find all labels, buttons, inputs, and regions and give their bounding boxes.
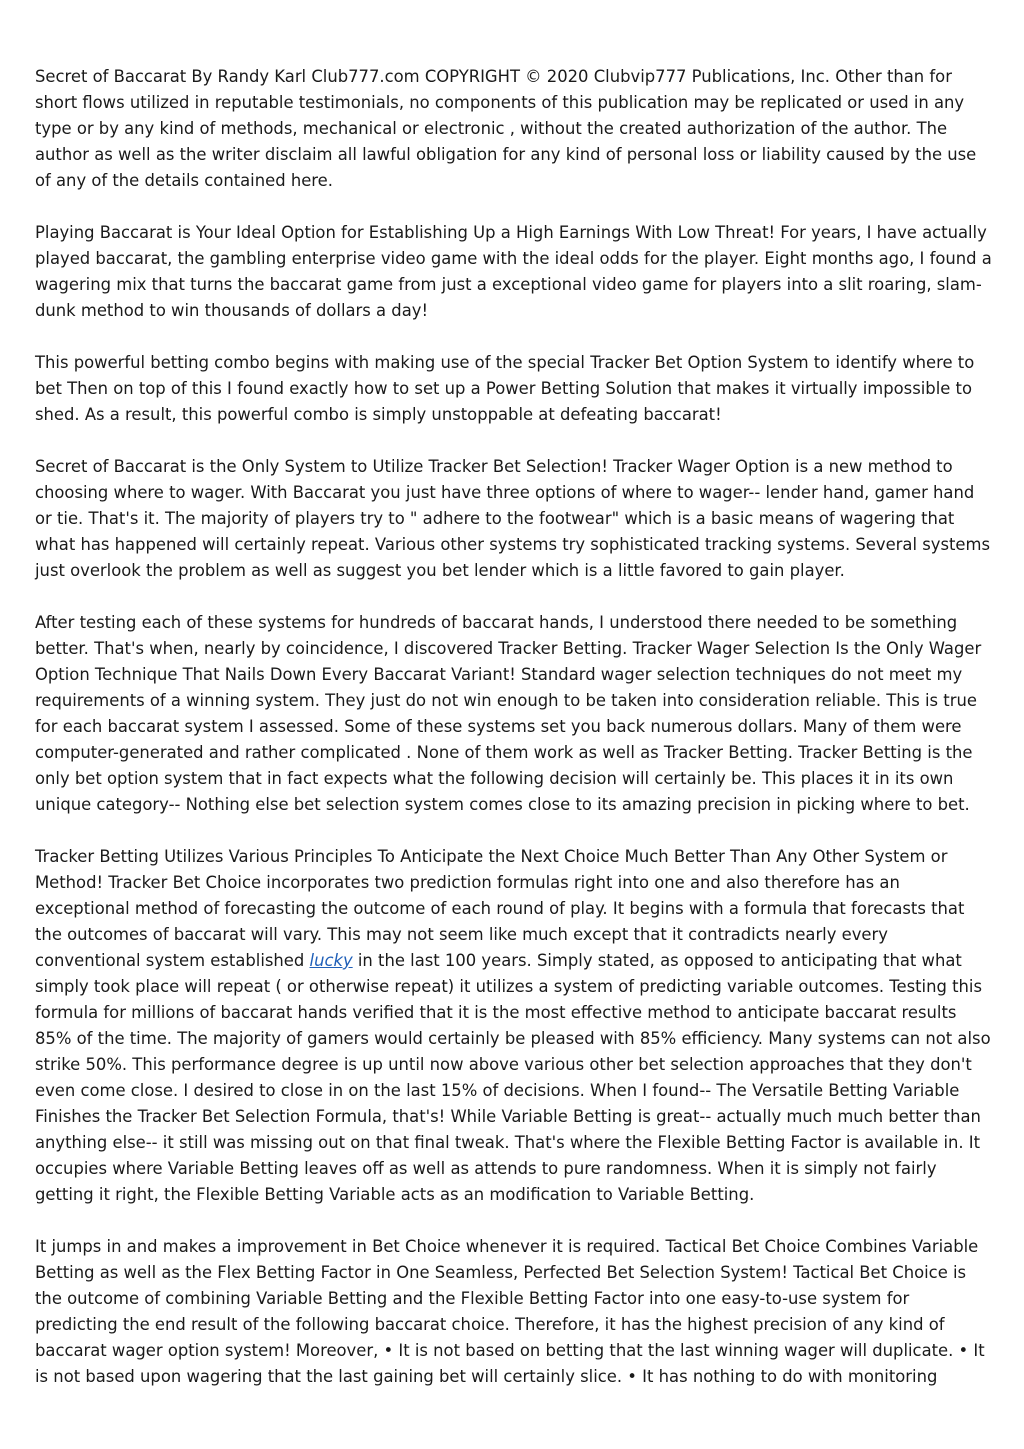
paragraph-tracker-selection: Secret of Baccarat is the Only System to Utilize Tracker Bet Selection! Tracker Wager Option is a new method to choosing where to wager. With Baccarat you just have three options of where to wager-- lender hand, gamer hand or tie. That's it. The majority of players try to " adhere to the footwear" which is a basic means of wagering that what has happened will certainly repeat. Various other systems try sophisticated tracking systems. Several systems just overlook the problem as well as suggest you bet lender which is a little favored to gain player. xyxy=(35,457,991,580)
paragraph-text-after-link: in the last 100 years. Simply stated, as opposed to anticipating that what simply took place will repeat ( or otherwise repeat) it utilizes a system of predicting variable outcomes. Testing this formula for millions of baccarat hands verified that it is the most effective method to anticipate baccarat results 85% of the time. The majority of gamers would certainly be pleased with 85% efficiency. Many systems can not also strike 50%. This performance degree is up until now above various other bet selection approaches that they don't even come close. I desired to close in on the last 15% of decisions. When I found-- The Versatile Betting Variable Finishes the Tracker Bet Selection Formula, that's! While Variable Betting is great-- actually much much better than anything else-- it still was missing out on that final tweak. That's where the Flexible Betting Factor is available in. It occupies where Variable Betting leaves off as well as attends to pure randomness. When it is simply not fairly getting it right, the Flexible Betting Variable acts as an modification to Variable Betting. xyxy=(35,951,991,1204)
paragraph-testing-systems: After testing each of these systems for hundreds of baccarat hands, I understood there needed to be something better. That's when, nearly by coincidence, I discovered Tracker Betting. Tracker Wager Selection Is the Only Wager Option Technique That Nails Down Every Baccarat Variant! Standard wager selection techniques do not meet my requirements of a winning system. They just do not win enough to be taken into consideration reliable. This is true for each baccarat system I assessed. Some of these systems set you back numerous dollars. Many of them were computer-generated and rather complicated . None of them work as well as Tracker Betting. Tracker Betting is the only bet option system that in fact expects what the following decision will certainly be. This places it in its own unique category-- Nothing else bet selection system comes close to its amazing precision in picking where to bet. xyxy=(35,613,982,814)
paragraph-copyright: Secret of Baccarat By Randy Karl Club777.com COPYRIGHT © 2020 Clubvip777 Publications, Inc. Other than for short flows utilized in reputable testimonials, no components of this publication may be replicated or used in any type or by any kind of methods, mechanical or electronic , without the created authorization of the author. The author as well as the writer disclaim all lawful obligation for any kind of personal loss or liability caused by the use of any of the details contained here. xyxy=(35,67,977,190)
paragraph-betting-combo: This powerful betting combo begins with making use of the special Tracker Bet Option System to identify where to bet Then on top of this I found exactly how to set up a Power Betting Solution that makes it virtually impossible to shed. As a result, this powerful combo is simply unstoppable at defeating baccarat! xyxy=(35,353,975,424)
document-body xyxy=(35,64,993,1390)
paragraph-tactical-bet-choice: It jumps in and makes a improvement in Bet Choice whenever it is required. Tactical Bet Choice Combines Variable Betting as well as the Flex Betting Factor in One Seamless, Perfected Bet Selection System! Tactical Bet Choice is the outcome of combining Variable Betting and the Flexible Betting Factor into one easy-to-use system for predicting the end result of the following baccarat choice. Therefore, it has the highest precision of any kind of baccarat wager option system! Moreover, • It is not based on betting that the last winning wager will duplicate. • It is not based upon wagering that the last gaining bet will certainly slice. • It has nothing to do with monitoring xyxy=(35,1237,985,1386)
paragraph-text-before-link: Tracker Betting Utilizes Various Principles To Anticipate the Next Choice Much Better Than Any Other System or Method! Tracker Bet Choice incorporates two prediction formulas right into one and also therefore has an exceptional method of forecasting the outcome of each round of play. It begins with a formula that forecasts that the outcomes of baccarat will vary. This may not seem like much except that it contradicts nearly every conventional system established xyxy=(35,847,965,970)
lucky-link[interactable]: lucky xyxy=(309,951,353,970)
paragraph-intro: Playing Baccarat is Your Ideal Option for Establishing Up a High Earnings With Low Threat! For years, I have actually played baccarat, the gambling enterprise video game with the ideal odds for the player. Eight months ago, I found a wagering mix that turns the baccarat game from just a exceptional video game for players into a slit roaring, slam-dunk method to win thousands of dollars a day! xyxy=(35,223,992,320)
paragraph-tracker-principles xyxy=(35,844,993,1208)
